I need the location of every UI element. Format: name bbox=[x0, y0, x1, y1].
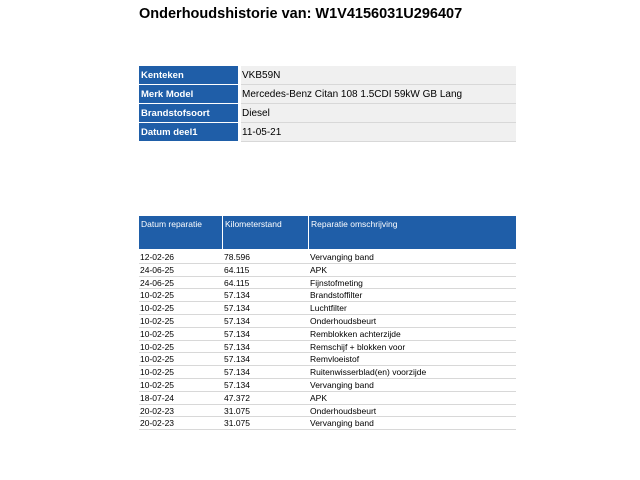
cell-date: 10-02-25 bbox=[140, 303, 175, 314]
table-row bbox=[139, 379, 516, 392]
table-row bbox=[139, 405, 516, 418]
cell-date: 10-02-25 bbox=[140, 315, 175, 326]
cell-date: 10-02-25 bbox=[140, 328, 175, 339]
vehicle-info-row bbox=[139, 123, 516, 142]
page-title: Onderhoudshistorie van: W1V4156031U296407 bbox=[139, 6, 463, 22]
info-label-kenteken: Kenteken bbox=[139, 66, 238, 85]
cell-description: Vervanging band bbox=[310, 252, 374, 262]
cell-km: 57.134 bbox=[224, 290, 250, 301]
cell-description: Luchtfilter bbox=[310, 303, 347, 314]
column-header-date: Datum reparatie bbox=[139, 216, 223, 249]
cell-km: 78.596 bbox=[224, 252, 250, 262]
column-header-km: Kilometerstand bbox=[223, 216, 309, 249]
cell-date: 12-02-26 bbox=[140, 252, 175, 262]
vehicle-info-row bbox=[139, 85, 516, 104]
cell-km: 57.134 bbox=[224, 328, 250, 339]
cell-date: 10-02-25 bbox=[140, 290, 175, 301]
cell-date: 10-02-25 bbox=[140, 367, 175, 378]
cell-date: 10-02-25 bbox=[140, 354, 175, 365]
cell-km: 57.134 bbox=[224, 341, 250, 352]
table-row bbox=[139, 315, 516, 328]
vehicle-info-row bbox=[139, 66, 516, 85]
cell-description: Remschijf + blokken voor bbox=[310, 341, 406, 352]
cell-date: 10-02-25 bbox=[140, 341, 175, 352]
table-row bbox=[139, 366, 516, 379]
column-header-description: Reparatie omschrijving bbox=[311, 219, 398, 229]
cell-km: 31.075 bbox=[224, 418, 250, 429]
cell-description: APK bbox=[310, 392, 328, 403]
cell-km: 57.134 bbox=[224, 367, 250, 378]
cell-date: 24-06-25 bbox=[140, 277, 175, 288]
table-row bbox=[139, 251, 516, 264]
cell-description: Ruitenwisserblad(en) voorzijde bbox=[310, 367, 427, 378]
table-row bbox=[139, 302, 516, 315]
info-label-brandstofsoort: Brandstofsoort bbox=[139, 104, 238, 123]
cell-description: Onderhoudsbeurt bbox=[310, 315, 377, 326]
table-row bbox=[139, 341, 516, 354]
info-value-merk-model: Mercedes-Benz Citan 108 1.5CDI 59kW GB Lang bbox=[241, 85, 516, 104]
cell-km: 57.134 bbox=[224, 379, 250, 390]
cell-description: Brandstoffilter bbox=[310, 290, 363, 301]
cell-km: 64.115 bbox=[224, 277, 250, 288]
cell-description: Vervanging band bbox=[310, 379, 374, 390]
table-header bbox=[139, 216, 516, 249]
table-body bbox=[139, 251, 516, 430]
table-row bbox=[139, 289, 516, 302]
cell-description: Remblokken achterzijde bbox=[310, 328, 401, 339]
cell-description: Remvloeistof bbox=[310, 354, 360, 365]
table-row bbox=[139, 392, 516, 405]
maintenance-history-table bbox=[139, 216, 516, 430]
table-row bbox=[139, 264, 516, 277]
cell-km: 47.372 bbox=[224, 392, 250, 403]
cell-km: 57.134 bbox=[224, 354, 250, 365]
cell-date: 20-02-23 bbox=[140, 405, 175, 416]
table-row bbox=[139, 328, 516, 341]
cell-date: 10-02-25 bbox=[140, 379, 175, 390]
info-value-datum-deel1: 11-05-21 bbox=[241, 123, 516, 142]
vehicle-info-row bbox=[139, 104, 516, 123]
cell-date: 18-07-24 bbox=[140, 392, 175, 403]
info-value-kenteken: VKB59N bbox=[241, 66, 516, 85]
cell-description: Vervanging band bbox=[310, 418, 374, 429]
cell-date: 24-06-25 bbox=[140, 264, 175, 275]
table-row bbox=[139, 353, 516, 366]
info-label-merk-model: Merk Model bbox=[139, 85, 238, 104]
cell-description: APK bbox=[310, 264, 328, 275]
cell-km: 57.134 bbox=[224, 303, 250, 314]
info-value-brandstofsoort: Diesel bbox=[241, 104, 516, 123]
cell-description: Fijnstofmeting bbox=[310, 277, 363, 288]
table-row bbox=[139, 277, 516, 290]
cell-date: 20-02-23 bbox=[140, 418, 175, 429]
info-label-datum-deel1: Datum deel1 bbox=[139, 123, 238, 142]
cell-km: 57.134 bbox=[224, 315, 250, 326]
table-row bbox=[139, 417, 516, 430]
cell-km: 31.075 bbox=[224, 405, 250, 416]
cell-km: 64.115 bbox=[224, 264, 250, 275]
vehicle-info-table bbox=[139, 66, 516, 142]
cell-description: Onderhoudsbeurt bbox=[310, 405, 377, 416]
